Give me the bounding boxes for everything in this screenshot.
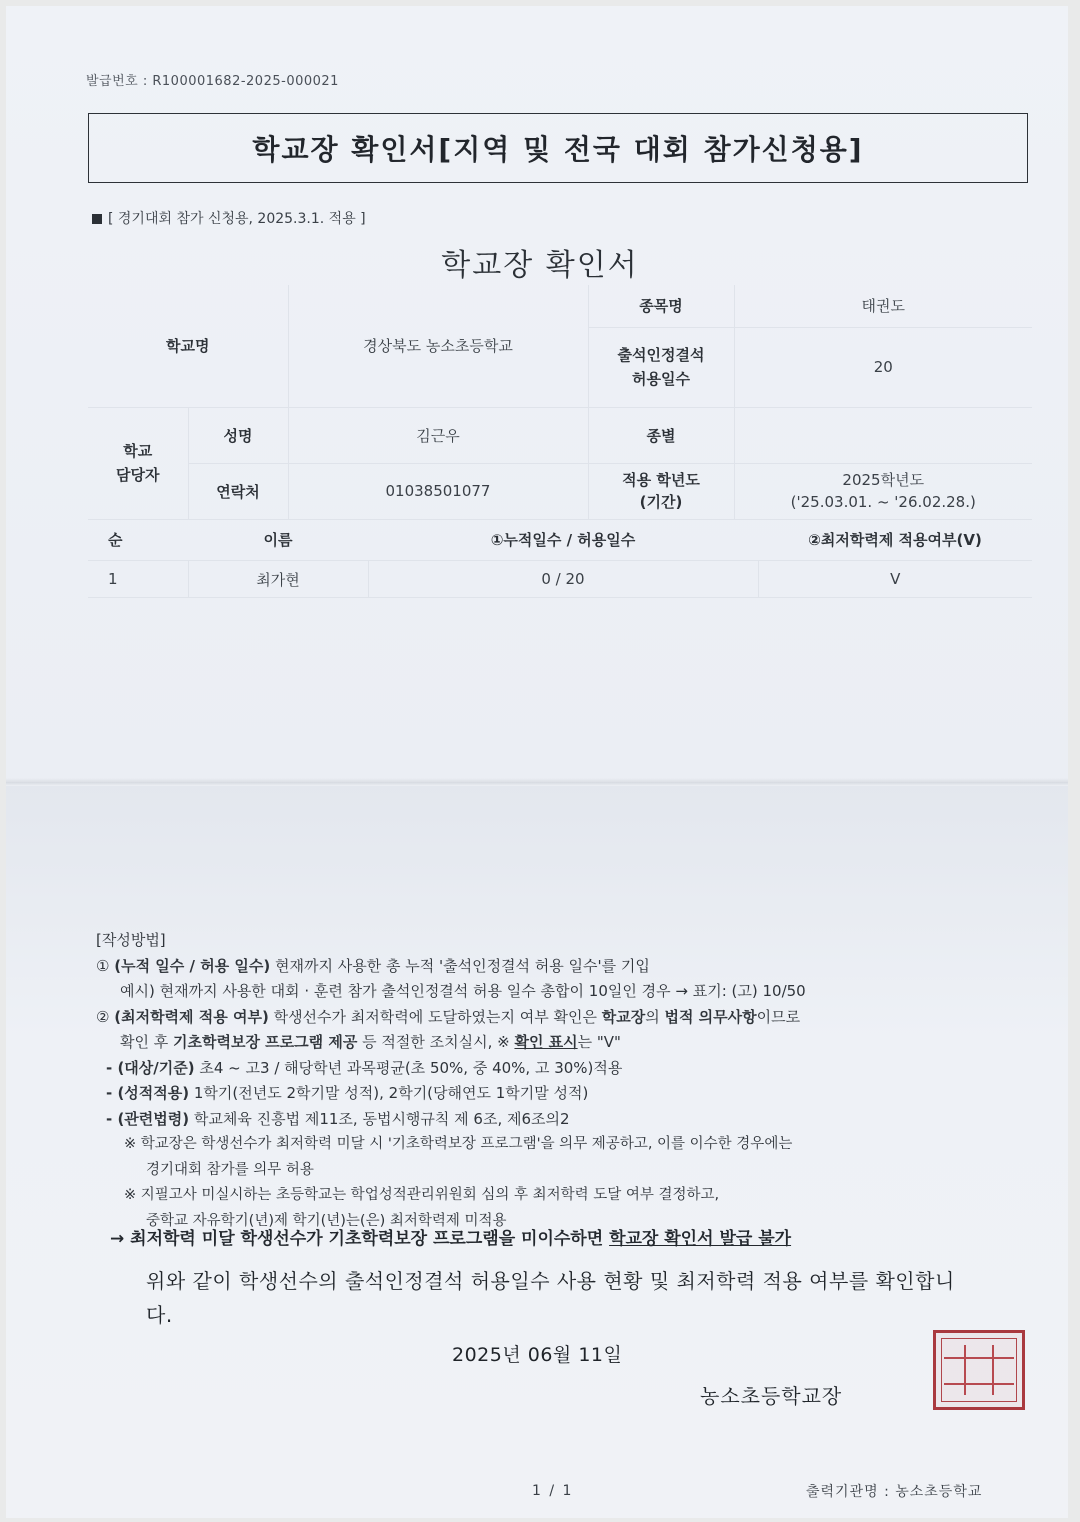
event-value (734, 407, 1032, 463)
sub-3-title: - (관련법령) (106, 1109, 190, 1128)
item-2-title: (최저학력제 적용 여부) (114, 1007, 269, 1026)
method-sub-3 (96, 1107, 1036, 1133)
contact-label: 연락처 (188, 463, 288, 519)
item-2-text-b: 의 (645, 1007, 665, 1026)
col-header-no: 순 (88, 518, 188, 561)
seal-mark (944, 1357, 1014, 1359)
page-number: 1 / 1 (532, 1483, 574, 1499)
method-note-1-line-2: 경기대회 참가를 의무 허용 (146, 1161, 314, 1178)
sub-1-title: - (대상/기준) (106, 1058, 195, 1077)
item-2-line2-underline: 확인 표시 (514, 1033, 578, 1051)
warning-line (110, 1224, 791, 1249)
athlete-table (88, 518, 1032, 598)
method-item-2 (96, 1005, 1036, 1031)
item-2-line2-c: 등 적절한 조치실시, ※ (357, 1033, 515, 1051)
event-label: 종별 (588, 407, 734, 463)
sub-3-text: 학교체육 진흥법 제11조, 동법시행규칙 제 6조, 제6조의2 (189, 1109, 570, 1128)
main-title: 학교장 확인서[지역 및 전국 대회 참가신청용] (252, 133, 864, 166)
school-value: 경상북도 농소초등학교 (288, 285, 588, 407)
item-2-bold-2: 법적 의무사항 (664, 1007, 757, 1026)
paper-fold-line (6, 778, 1068, 786)
official-seal-stamp (933, 1330, 1025, 1410)
item-2-number: ② (96, 1007, 110, 1026)
subheading (92, 208, 366, 228)
sub-2-text: 1학기(전년도 2학기말 성적), 2학기(당해연도 1학기말 성적) (189, 1084, 589, 1102)
main-title-box (88, 113, 1028, 183)
year-label: 적용 학년도 (기간) (588, 463, 734, 519)
name-label: 성명 (188, 407, 288, 463)
school-label: 학교명 (88, 285, 288, 407)
square-bullet-icon (92, 214, 102, 224)
method-note-2-line-1: ※ 지필고사 미실시하는 초등학교는 학업성적관리위원회 심의 후 최저학력 도달 여부 결정하고, (124, 1187, 720, 1203)
method-sub-2 (96, 1081, 1036, 1107)
item-2-line2-bold: 기초학력보장 프로그램 제공 (173, 1033, 358, 1051)
seal-mark (964, 1345, 966, 1395)
allowed-days-label: 출석인정결석 허용일수 (588, 327, 734, 407)
item-1-number: ① (96, 956, 110, 975)
method-note-1-line-1: ※ 학교장은 학생선수가 최저학력 미달 시 '기초학력보장 프로그램'을 의무 제공하고, 이를 이수한 경우에는 (124, 1136, 793, 1152)
method-sub-1 (96, 1056, 1036, 1082)
sub-2-title: - (성적적용) (106, 1084, 190, 1102)
item-2-line2-d: 는 "V" (577, 1033, 621, 1051)
table-row (88, 561, 1032, 598)
seal-mark (944, 1383, 1014, 1385)
item-1-text: 현재까지 사용한 총 누적 '출석인정결석 허용 일수'를 기입 (270, 956, 650, 975)
method-note-2-line-2: 중학교 자유학기(년)제 학기(년)는(은) 최저학력제 미적용 (146, 1212, 507, 1229)
item-2-bold-1: 학교장 (601, 1007, 646, 1026)
method-item-2-line-2 (96, 1030, 1036, 1056)
sport-label: 종목명 (588, 285, 734, 327)
col-header-applied: ②최저학력제 적용여부(V) (758, 518, 1032, 561)
item-2-line2-a: 확인 후 (120, 1033, 174, 1051)
writing-method (96, 928, 1036, 1234)
item-2-text-a: 학생선수가 최저학력에 도달하였는지 여부 확인은 (268, 1007, 602, 1026)
method-item-1-example: 예시) 현재까지 사용한 대회 · 훈련 참가 출석인정결석 허용 일수 총합이 10일인 경우 → 표기: (고) 10/50 (120, 982, 806, 1000)
method-item-1 (96, 954, 1036, 980)
seal-mark (992, 1345, 994, 1395)
row-days: 0 / 20 (368, 561, 758, 598)
row-applied: V (758, 561, 1032, 598)
issue-date: 2025년 06월 11일 (452, 1344, 623, 1366)
manager-label: 학교 담당자 (88, 407, 188, 519)
col-header-name: 이름 (188, 518, 368, 561)
name-value: 김근우 (288, 407, 588, 463)
item-2-text-c: 이므로 (756, 1007, 801, 1026)
allowed-days-value: 20 (734, 327, 1032, 407)
info-table (88, 285, 1032, 520)
sport-value: 태권도 (734, 285, 1032, 327)
output-organization: 출력기관명 : 농소초등학교 (806, 1484, 983, 1500)
year-value: 2025학년도 ('25.03.01. ~ '26.02.28.) (734, 463, 1032, 519)
row-name: 최가현 (188, 561, 368, 598)
warning-text: → 최저학력 미달 학생선수가 기초학력보장 프로그램을 미이수하면 (110, 1229, 610, 1249)
row-no: 1 (88, 561, 188, 598)
warning-underlined: 학교장 확인서 발급 불가 (609, 1229, 792, 1249)
signer-title: 농소초등학교장 (700, 1384, 843, 1408)
seal-inner-border (941, 1338, 1017, 1402)
contact-value: 01038501077 (288, 463, 588, 519)
subheading-text: [ 경기대회 참가 신청용, 2025.3.1. 적용 ] (108, 211, 366, 227)
document-title: 학교장 확인서 (441, 248, 639, 283)
issue-number: 발급번호 : R100001682-2025-000021 (86, 74, 339, 89)
item-1-title: (누적 일수 / 허용 일수) (114, 956, 271, 975)
method-heading: [작성방법] (96, 931, 166, 949)
col-header-days: ①누적일수 / 허용일수 (368, 518, 758, 561)
confirmation-statement: 위와 같이 학생선수의 출석인정결석 허용일수 사용 현황 및 최저학력 적용 여부를 확인합니다. (146, 1269, 955, 1327)
sub-1-text: 초4 ~ 고3 / 해당학년 과목평균(초 50%, 중 40%, 고 30%)적용 (194, 1058, 623, 1077)
